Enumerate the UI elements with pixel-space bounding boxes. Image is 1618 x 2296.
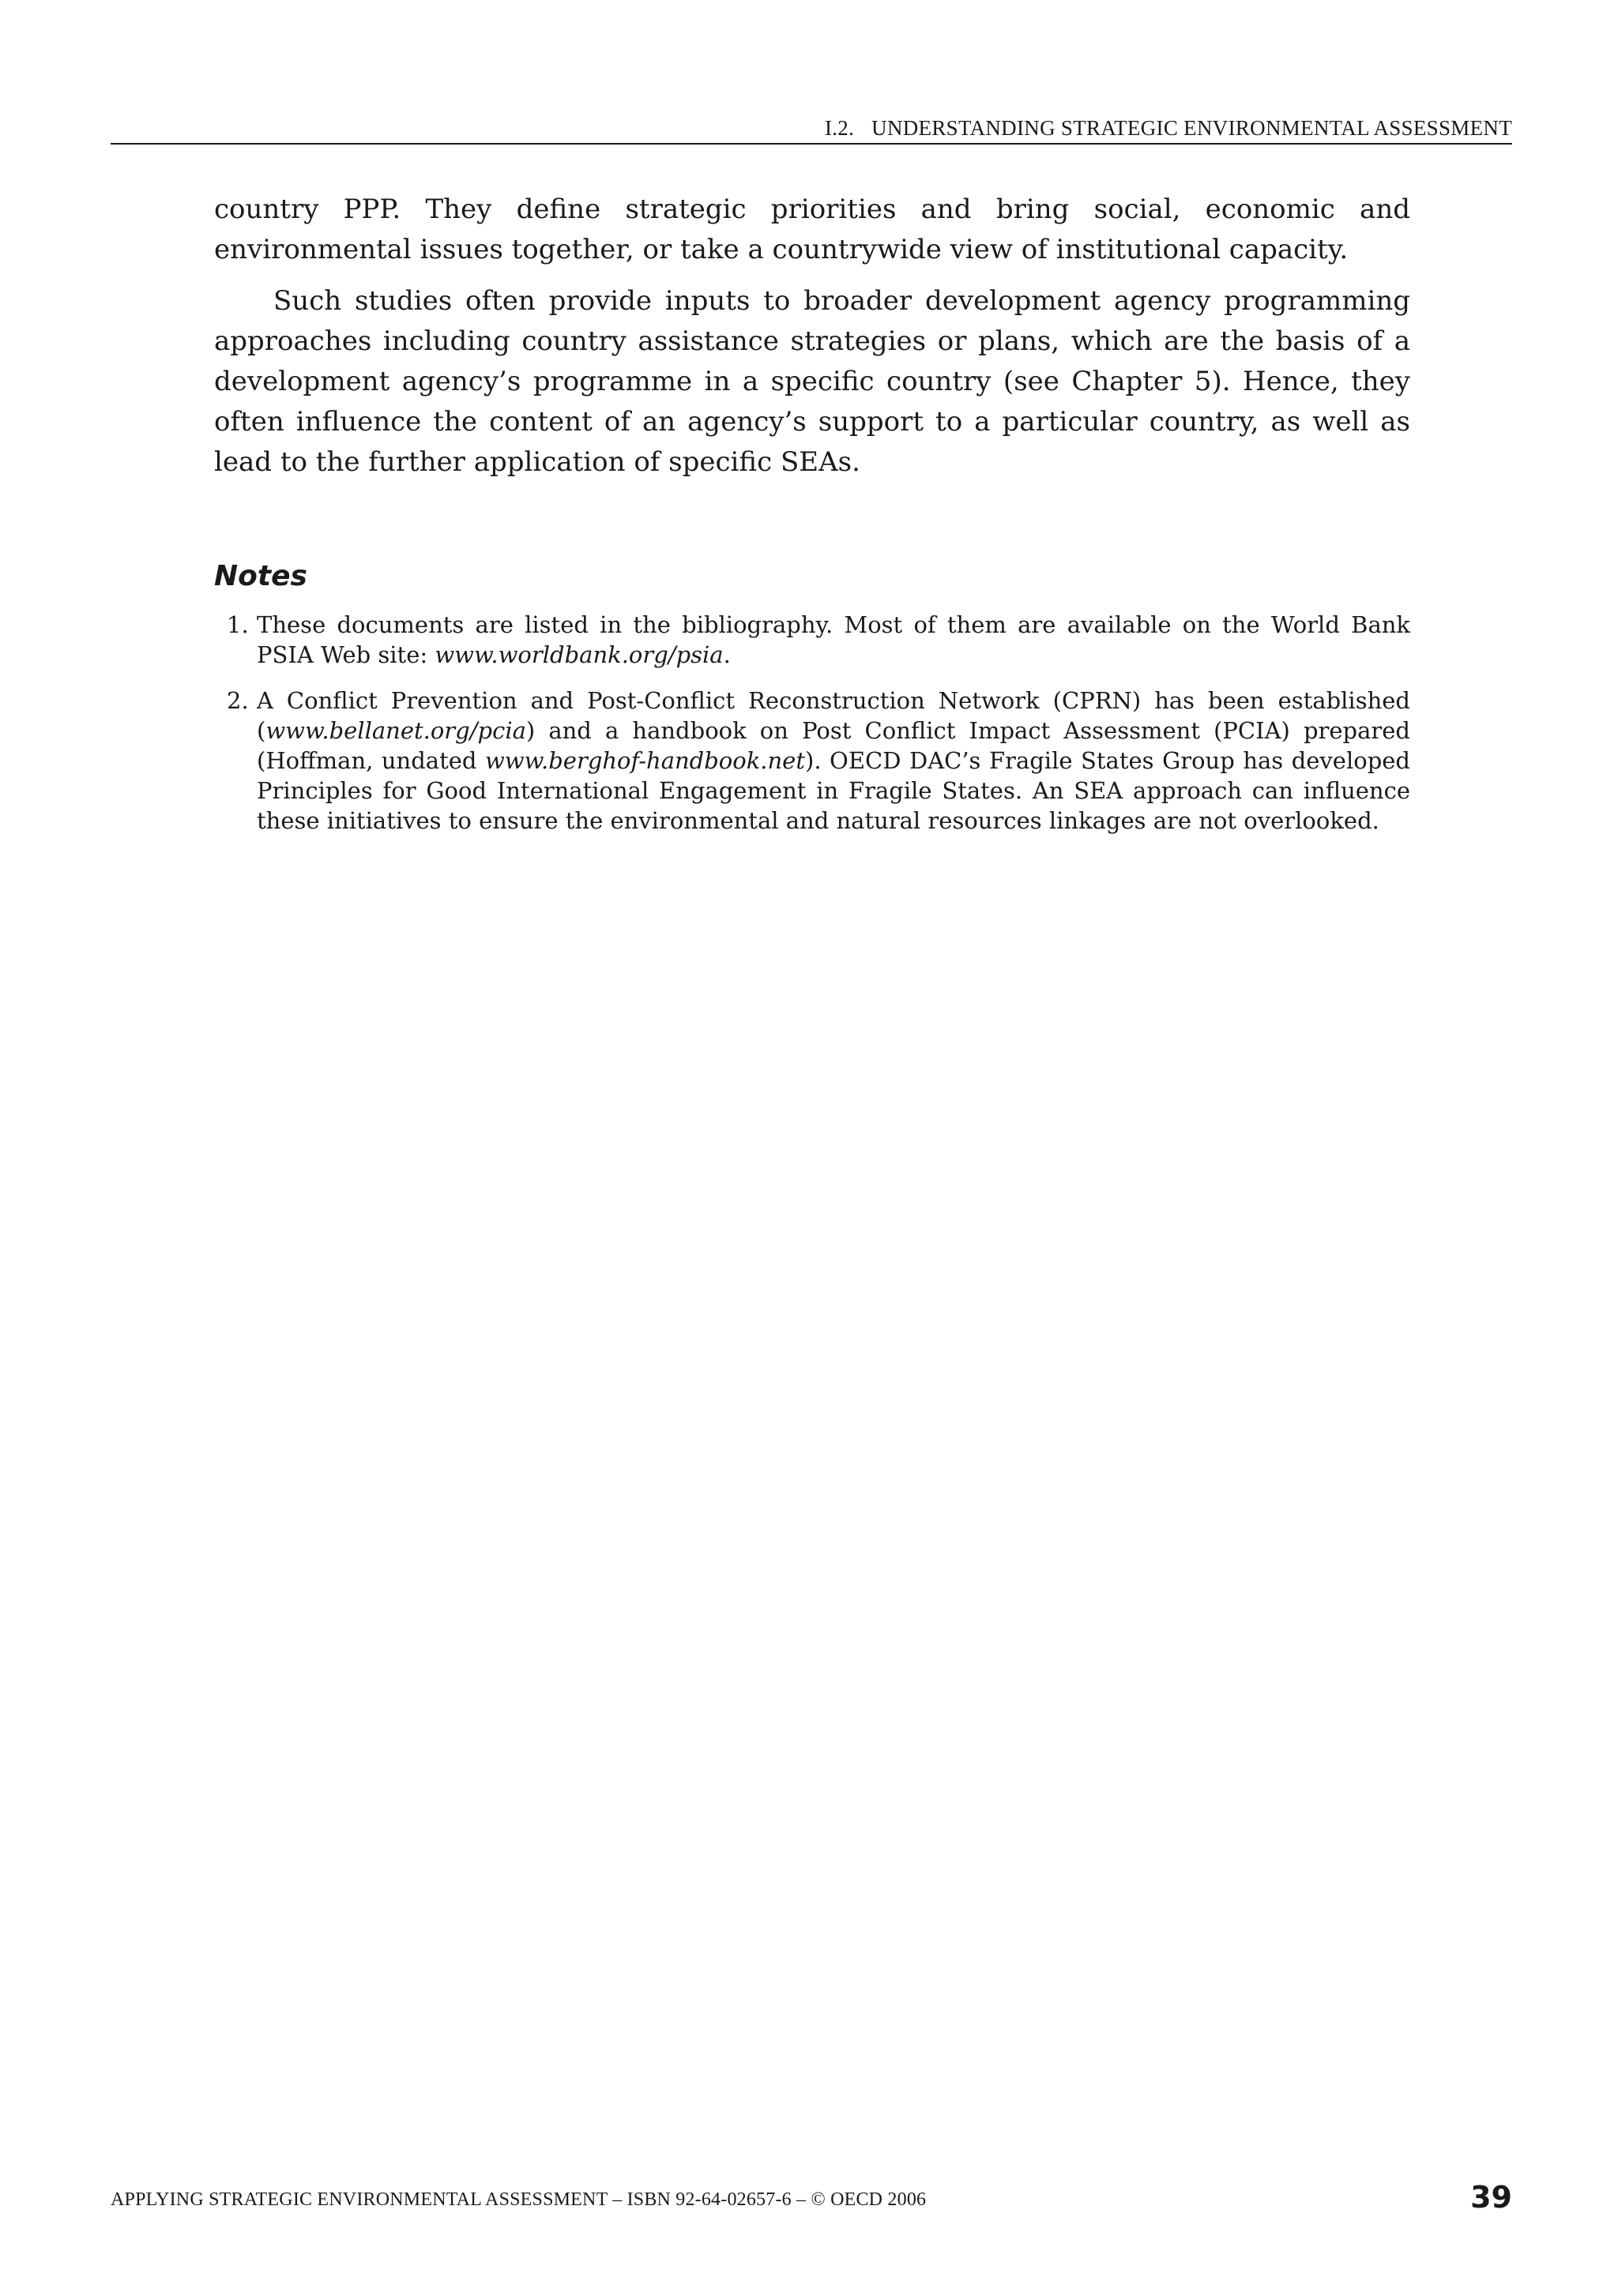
note-item: [214, 686, 1410, 836]
note-item: [214, 610, 1410, 670]
footer-publication: APPLYING STRATEGIC ENVIRONMENTAL ASSESSMENT – ISBN 92-64-02657-6 – © OECD 2006: [111, 2189, 927, 2210]
header-rule: [111, 143, 1512, 145]
running-header: [111, 115, 1512, 141]
note-number: 1.: [227, 611, 249, 638]
note-text: ) and a handbook on Post Conflict Impact Assessment (PCIA) prepared (Hoffman, undated: [257, 717, 1410, 774]
note-text: .: [723, 641, 731, 668]
note-number: 2.: [227, 687, 249, 714]
paragraph: Such studies often provide inputs to broader development agency programming approaches including country assistance strategies or plans, which are the basis of a development agency’s programme in a specific country (see Chapter 5). Hence, they often influence the content of an agency’s support to a particular country, as well as lead to the further application of specific SEAs.: [214, 285, 1410, 478]
main-text: [214, 190, 1410, 494]
page-number: 39: [1470, 2180, 1512, 2215]
section-title: UNDERSTANDING STRATEGIC ENVIRONMENTAL ASSESSMENT: [871, 116, 1512, 140]
note-link[interactable]: www.bellanet.org/pcia: [265, 717, 526, 744]
paragraph: country PPP. They define strategic priorities and bring social, economic and environmental issues together, or take a countrywide view of institutional capacity.: [214, 194, 1410, 265]
note-text: These documents are listed in the bibliography. Most of them are available on the World Bank PSIA Web site:: [257, 611, 1410, 668]
note-text: A Conflict Prevention and Post-Conflict Reconstruction Network (CPRN) has been established (: [257, 687, 1410, 744]
note-link[interactable]: www.berghof-handbook.net: [484, 747, 805, 774]
notes-list: [214, 610, 1410, 851]
section-number: I.2.: [824, 116, 855, 140]
note-text: ). OECD DAC’s Fragile States Group has developed Principles for Good International Engagement in Fragile States. An SEA approach can influence these initiatives to ensure the environmental and natural resources linkages are not overlooked.: [257, 747, 1410, 834]
notes-heading: Notes: [214, 560, 307, 592]
note-link[interactable]: www.worldbank.org/psia: [435, 641, 724, 668]
